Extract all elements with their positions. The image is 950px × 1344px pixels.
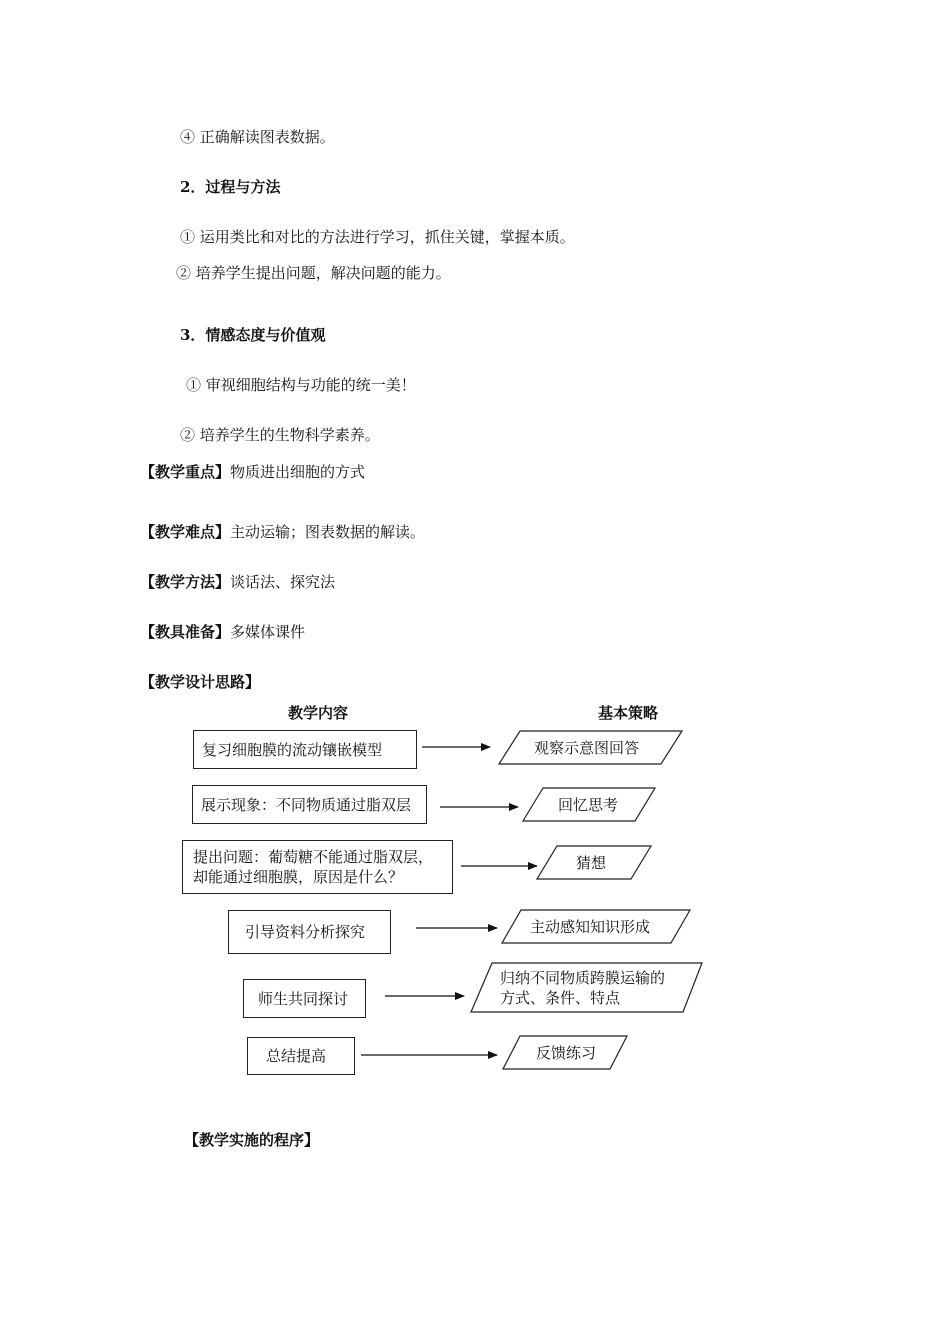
strategy-text-2: 回忆思考: [558, 796, 619, 814]
strategy-text-6: 反馈练习: [536, 1044, 597, 1062]
strategy-text-4: 主动感知知识形成: [530, 918, 651, 936]
attitude-item-1: ① 审视细胞结构与功能的统一美！: [186, 376, 416, 394]
objective-item-4: ④ 正确解读图表数据。: [180, 128, 335, 146]
teaching-tools-text: 多媒体课件: [230, 623, 306, 641]
teaching-method-label: 【教学方法】: [140, 573, 231, 591]
strategy-text-5: 归纳不同物质跨膜运输的 方式、条件、特点: [500, 969, 666, 1007]
process-item-1: ① 运用类比和对比的方法进行学习，抓住关键，掌握本质。: [180, 228, 575, 246]
attitude-item-2: ② 培养学生的生物科学素养。: [180, 426, 380, 444]
content-box-5-text: 师生共同探讨: [258, 989, 349, 1008]
design-idea-heading: 【教学设计思路】: [140, 673, 261, 691]
heading-attitudes-values: 3．情感态度与价值观: [180, 326, 326, 344]
teaching-method-text: 谈话法、探究法: [230, 573, 336, 591]
content-box-2-text: 展示现象：不同物质通过脂双层: [201, 795, 412, 814]
content-box-4-text: 引导资料分析探究: [245, 923, 366, 941]
teaching-difficulty-text: 主动运输；图表数据的解读。: [230, 523, 426, 541]
strategy-text-1: 观察示意图回答: [534, 739, 640, 757]
content-box-1-text: 复习细胞膜的流动镶嵌模型: [202, 740, 383, 759]
content-box-3-text: 提出问题：葡萄糖不能通过脂双层， 却能通过细胞膜，原因是什么？: [193, 848, 434, 886]
column-header-content: 教学内容: [288, 704, 349, 722]
strategy-text-3: 猜想: [576, 854, 607, 872]
heading-process-methods: 2．过程与方法: [180, 178, 281, 196]
teaching-focus-text: 物质进出细胞的方式: [230, 463, 366, 481]
process-item-2: ② 培养学生提出问题，解决问题的能力。: [176, 264, 451, 282]
procedure-heading: 【教学实施的程序】: [184, 1131, 320, 1149]
teaching-tools-label: 【教具准备】: [140, 623, 231, 641]
teaching-difficulty-label: 【教学难点】: [140, 523, 231, 541]
column-header-strategy: 基本策略: [598, 704, 659, 722]
content-box-6-text: 总结提高: [266, 1047, 327, 1065]
teaching-focus-label: 【教学重点】: [140, 463, 231, 481]
